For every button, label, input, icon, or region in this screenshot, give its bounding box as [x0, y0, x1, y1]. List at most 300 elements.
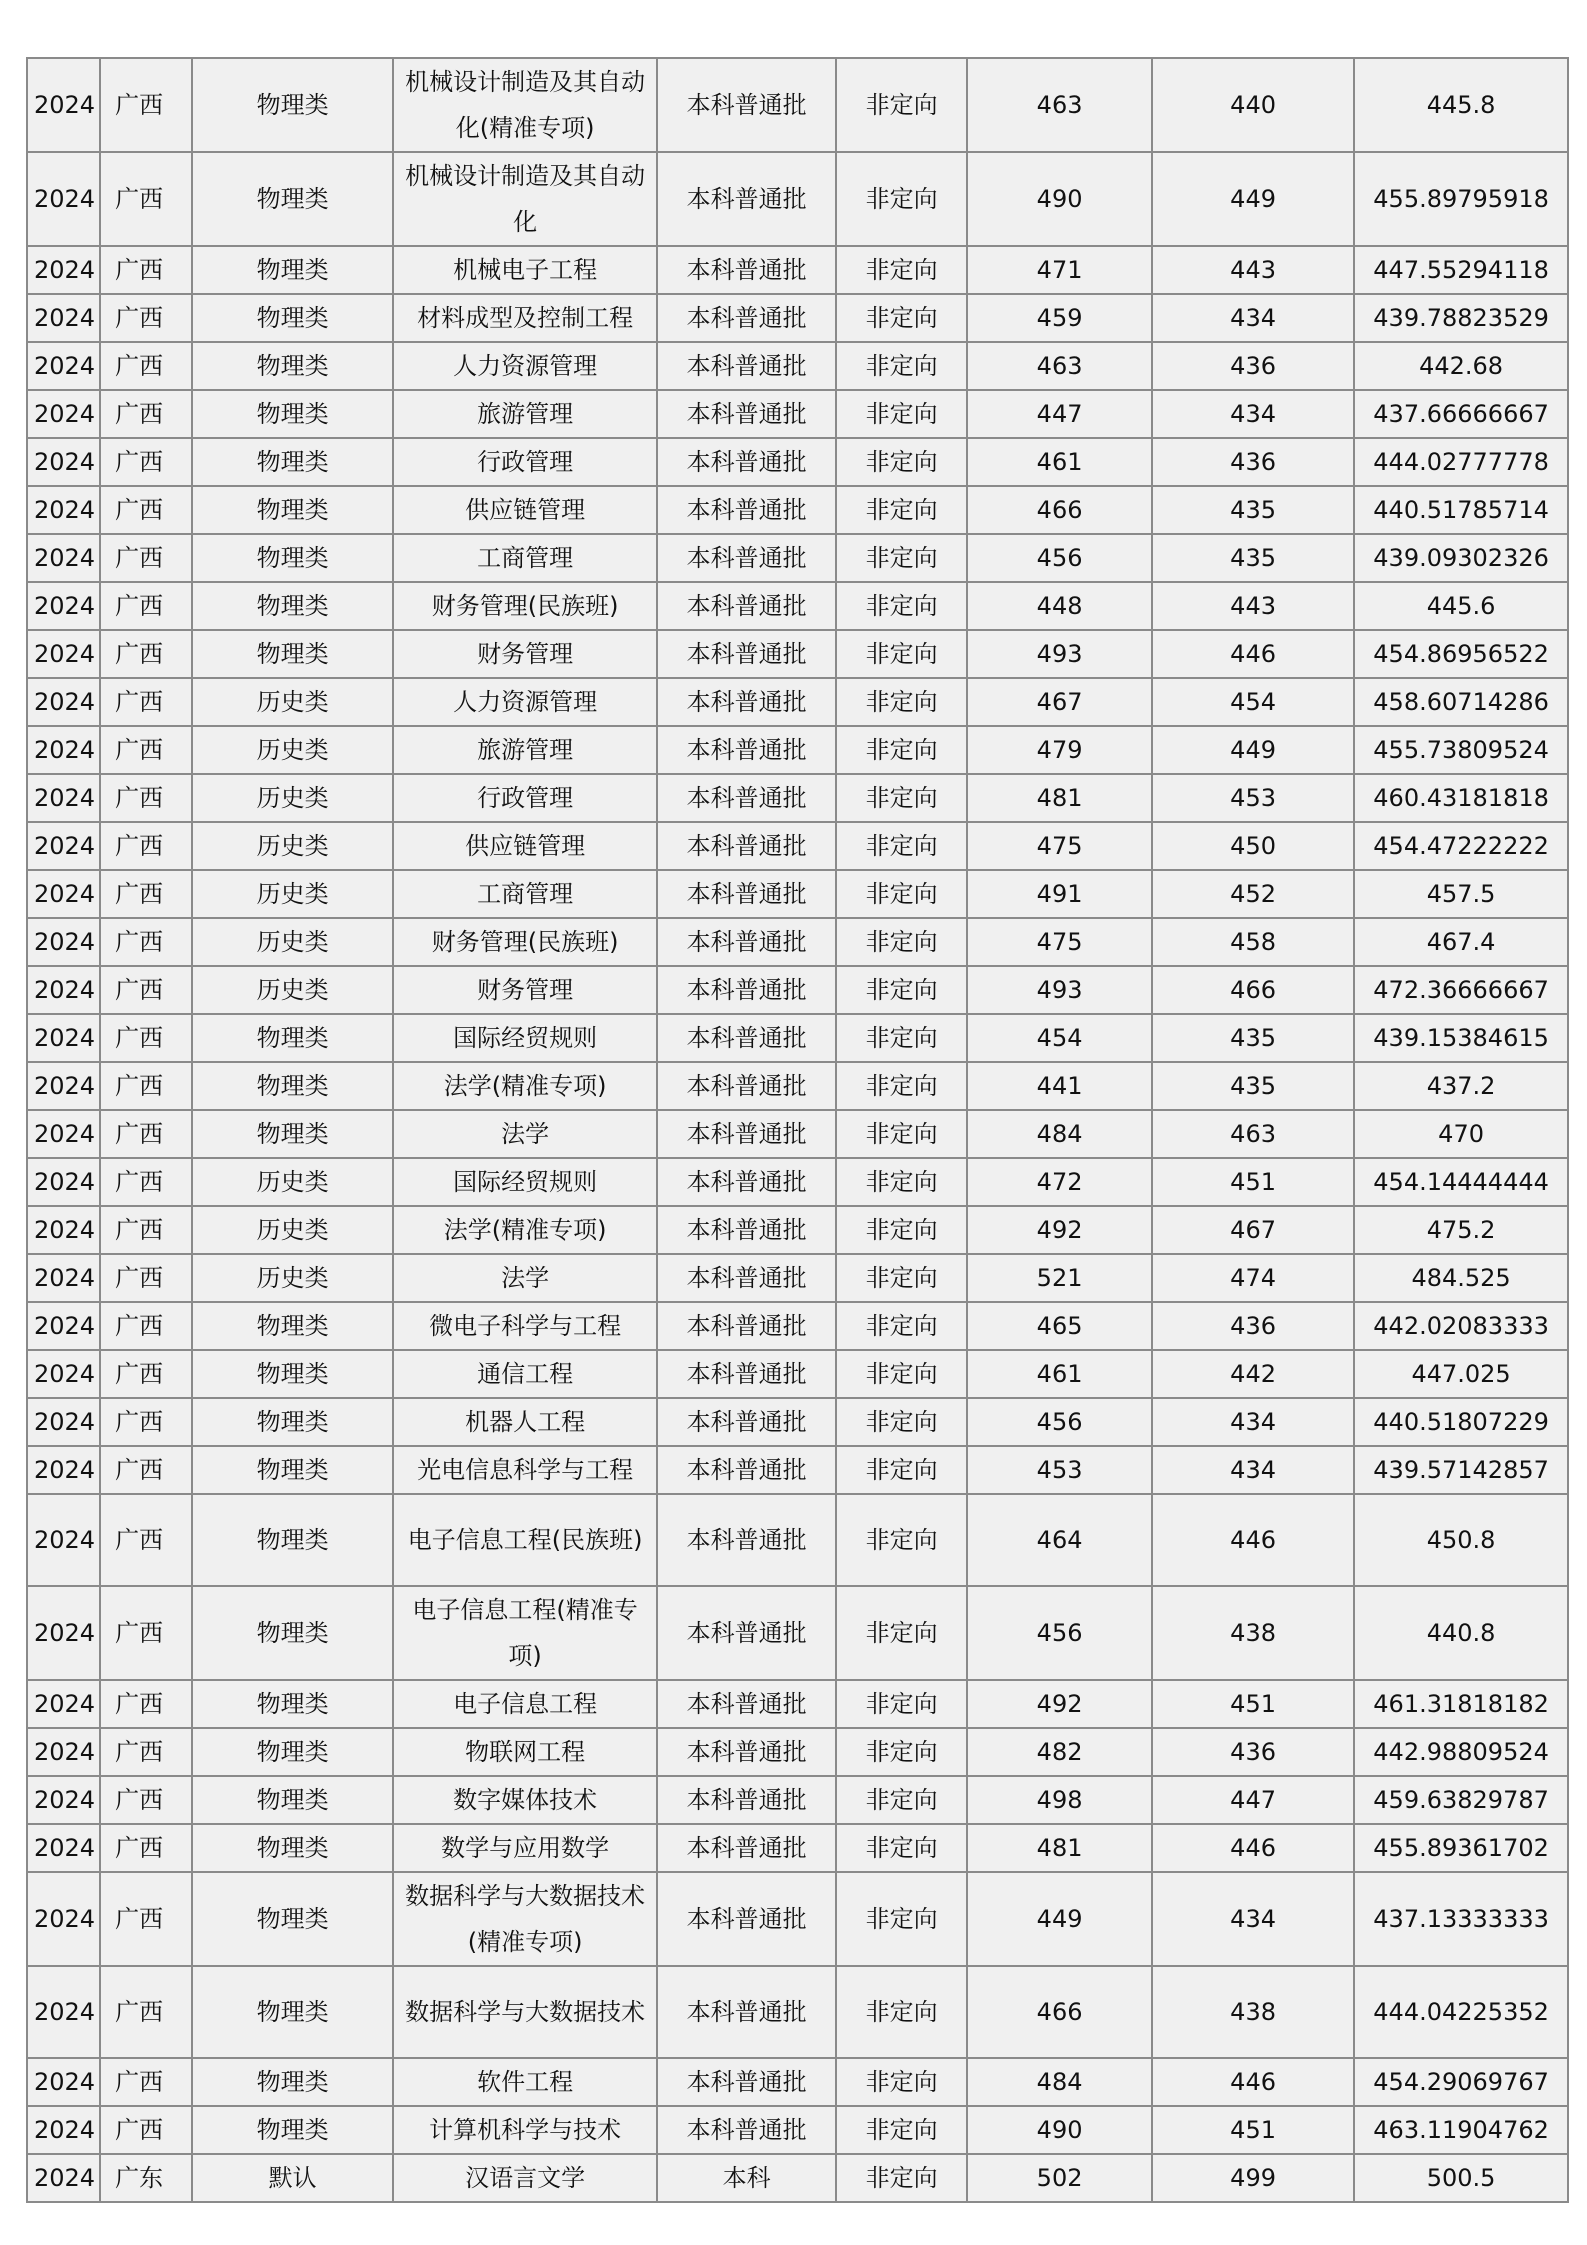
avg-score-cell: 447.55294118 [1354, 246, 1568, 294]
batch-cell: 本科普通批 [657, 1014, 836, 1062]
max-score-cell: 484 [967, 1110, 1152, 1158]
max-score-cell: 454 [967, 1014, 1152, 1062]
province-cell: 广西 [100, 1776, 192, 1824]
subject-type-cell: 物理类 [192, 2106, 393, 2154]
min-score-cell: 436 [1152, 438, 1354, 486]
major-cell: 通信工程 [393, 1350, 657, 1398]
avg-score-cell: 454.29069767 [1354, 2058, 1568, 2106]
max-score-cell: 465 [967, 1302, 1152, 1350]
batch-cell: 本科普通批 [657, 1254, 836, 1302]
max-score-cell: 459 [967, 294, 1152, 342]
major-cell: 人力资源管理 [393, 342, 657, 390]
subject-type-cell: 物理类 [192, 1110, 393, 1158]
avg-score-cell: 442.02083333 [1354, 1302, 1568, 1350]
orientation-cell: 非定向 [836, 870, 967, 918]
min-score-cell: 435 [1152, 1014, 1354, 1062]
table-body [27, 58, 1568, 2202]
major-cell: 电子信息工程 [393, 1680, 657, 1728]
table-row [27, 678, 1568, 726]
year-cell: 2024 [27, 1398, 100, 1446]
batch-cell: 本科普通批 [657, 1398, 836, 1446]
subject-type-cell: 物理类 [192, 630, 393, 678]
year-cell: 2024 [27, 870, 100, 918]
orientation-cell: 非定向 [836, 630, 967, 678]
table-row [27, 294, 1568, 342]
table-row [27, 438, 1568, 486]
subject-type-cell: 物理类 [192, 534, 393, 582]
year-cell: 2024 [27, 294, 100, 342]
subject-type-cell: 物理类 [192, 1728, 393, 1776]
major-cell: 财务管理 [393, 966, 657, 1014]
province-cell: 广西 [100, 1872, 192, 1966]
province-cell: 广西 [100, 1398, 192, 1446]
year-cell: 2024 [27, 1014, 100, 1062]
major-cell: 供应链管理 [393, 822, 657, 870]
max-score-cell: 441 [967, 1062, 1152, 1110]
subject-type-cell: 物理类 [192, 1872, 393, 1966]
max-score-cell: 466 [967, 1966, 1152, 2058]
batch-cell: 本科普通批 [657, 152, 836, 246]
batch-cell: 本科普通批 [657, 1680, 836, 1728]
year-cell: 2024 [27, 2106, 100, 2154]
batch-cell: 本科普通批 [657, 630, 836, 678]
batch-cell: 本科普通批 [657, 2106, 836, 2154]
province-cell: 广西 [100, 1350, 192, 1398]
year-cell: 2024 [27, 152, 100, 246]
avg-score-cell: 467.4 [1354, 918, 1568, 966]
min-score-cell: 499 [1152, 2154, 1354, 2202]
max-score-cell: 479 [967, 726, 1152, 774]
min-score-cell: 434 [1152, 1398, 1354, 1446]
orientation-cell: 非定向 [836, 918, 967, 966]
province-cell: 广西 [100, 870, 192, 918]
major-cell: 电子信息工程(民族班) [393, 1494, 657, 1586]
min-score-cell: 451 [1152, 1680, 1354, 1728]
subject-type-cell: 历史类 [192, 1158, 393, 1206]
major-cell: 法学 [393, 1254, 657, 1302]
batch-cell: 本科普通批 [657, 1494, 836, 1586]
table-row [27, 630, 1568, 678]
table-row [27, 1350, 1568, 1398]
orientation-cell: 非定向 [836, 1776, 967, 1824]
avg-score-cell: 440.51807229 [1354, 1398, 1568, 1446]
year-cell: 2024 [27, 1302, 100, 1350]
batch-cell: 本科普通批 [657, 918, 836, 966]
major-cell: 计算机科学与技术 [393, 2106, 657, 2154]
province-cell: 广西 [100, 1062, 192, 1110]
min-score-cell: 440 [1152, 58, 1354, 152]
subject-type-cell: 物理类 [192, 294, 393, 342]
province-cell: 广西 [100, 294, 192, 342]
major-cell: 行政管理 [393, 438, 657, 486]
table-row [27, 1966, 1568, 2058]
batch-cell: 本科普通批 [657, 294, 836, 342]
batch-cell: 本科普通批 [657, 1586, 836, 1680]
max-score-cell: 490 [967, 152, 1152, 246]
table-row [27, 726, 1568, 774]
province-cell: 广东 [100, 2154, 192, 2202]
major-cell: 数据科学与大数据技术 [393, 1966, 657, 2058]
subject-type-cell: 物理类 [192, 1966, 393, 2058]
year-cell: 2024 [27, 1966, 100, 2058]
max-score-cell: 449 [967, 1872, 1152, 1966]
max-score-cell: 484 [967, 2058, 1152, 2106]
province-cell: 广西 [100, 1494, 192, 1586]
max-score-cell: 502 [967, 2154, 1152, 2202]
avg-score-cell: 445.6 [1354, 582, 1568, 630]
subject-type-cell: 历史类 [192, 966, 393, 1014]
table-row [27, 822, 1568, 870]
min-score-cell: 449 [1152, 152, 1354, 246]
avg-score-cell: 460.43181818 [1354, 774, 1568, 822]
province-cell: 广西 [100, 726, 192, 774]
subject-type-cell: 物理类 [192, 1350, 393, 1398]
year-cell: 2024 [27, 246, 100, 294]
batch-cell: 本科普通批 [657, 1302, 836, 1350]
max-score-cell: 493 [967, 966, 1152, 1014]
province-cell: 广西 [100, 1302, 192, 1350]
table-row [27, 1776, 1568, 1824]
year-cell: 2024 [27, 1586, 100, 1680]
avg-score-cell: 442.68 [1354, 342, 1568, 390]
avg-score-cell: 442.98809524 [1354, 1728, 1568, 1776]
batch-cell: 本科普通批 [657, 870, 836, 918]
min-score-cell: 443 [1152, 582, 1354, 630]
max-score-cell: 463 [967, 342, 1152, 390]
year-cell: 2024 [27, 1158, 100, 1206]
province-cell: 广西 [100, 1586, 192, 1680]
major-cell: 微电子科学与工程 [393, 1302, 657, 1350]
year-cell: 2024 [27, 486, 100, 534]
major-cell: 财务管理 [393, 630, 657, 678]
max-score-cell: 471 [967, 246, 1152, 294]
year-cell: 2024 [27, 1206, 100, 1254]
max-score-cell: 521 [967, 1254, 1152, 1302]
table-row [27, 1398, 1568, 1446]
orientation-cell: 非定向 [836, 1062, 967, 1110]
subject-type-cell: 物理类 [192, 1446, 393, 1494]
batch-cell: 本科普通批 [657, 246, 836, 294]
province-cell: 广西 [100, 438, 192, 486]
min-score-cell: 466 [1152, 966, 1354, 1014]
province-cell: 广西 [100, 1110, 192, 1158]
table-row [27, 2058, 1568, 2106]
min-score-cell: 463 [1152, 1110, 1354, 1158]
major-cell: 机械设计制造及其自动化(精准专项) [393, 58, 657, 152]
orientation-cell: 非定向 [836, 1206, 967, 1254]
major-cell: 机器人工程 [393, 1398, 657, 1446]
year-cell: 2024 [27, 1824, 100, 1872]
table-row [27, 1302, 1568, 1350]
avg-score-cell: 439.15384615 [1354, 1014, 1568, 1062]
max-score-cell: 466 [967, 486, 1152, 534]
max-score-cell: 472 [967, 1158, 1152, 1206]
province-cell: 广西 [100, 1254, 192, 1302]
orientation-cell: 非定向 [836, 1014, 967, 1062]
min-score-cell: 435 [1152, 486, 1354, 534]
max-score-cell: 448 [967, 582, 1152, 630]
min-score-cell: 451 [1152, 2106, 1354, 2154]
subject-type-cell: 物理类 [192, 486, 393, 534]
min-score-cell: 434 [1152, 294, 1354, 342]
province-cell: 广西 [100, 678, 192, 726]
orientation-cell: 非定向 [836, 390, 967, 438]
batch-cell: 本科普通批 [657, 678, 836, 726]
orientation-cell: 非定向 [836, 342, 967, 390]
subject-type-cell: 物理类 [192, 1776, 393, 1824]
min-score-cell: 436 [1152, 342, 1354, 390]
avg-score-cell: 470 [1354, 1110, 1568, 1158]
province-cell: 广西 [100, 1728, 192, 1776]
table-row [27, 1494, 1568, 1586]
min-score-cell: 474 [1152, 1254, 1354, 1302]
year-cell: 2024 [27, 726, 100, 774]
avg-score-cell: 461.31818182 [1354, 1680, 1568, 1728]
table-row [27, 774, 1568, 822]
subject-type-cell: 物理类 [192, 438, 393, 486]
batch-cell: 本科普通批 [657, 486, 836, 534]
major-cell: 人力资源管理 [393, 678, 657, 726]
min-score-cell: 454 [1152, 678, 1354, 726]
major-cell: 国际经贸规则 [393, 1014, 657, 1062]
major-cell: 数据科学与大数据技术(精准专项) [393, 1872, 657, 1966]
subject-type-cell: 物理类 [192, 1302, 393, 1350]
subject-type-cell: 物理类 [192, 582, 393, 630]
avg-score-cell: 472.36666667 [1354, 966, 1568, 1014]
min-score-cell: 435 [1152, 1062, 1354, 1110]
avg-score-cell: 500.5 [1354, 2154, 1568, 2202]
major-cell: 机械电子工程 [393, 246, 657, 294]
avg-score-cell: 444.02777778 [1354, 438, 1568, 486]
province-cell: 广西 [100, 152, 192, 246]
year-cell: 2024 [27, 582, 100, 630]
max-score-cell: 456 [967, 1586, 1152, 1680]
province-cell: 广西 [100, 342, 192, 390]
subject-type-cell: 物理类 [192, 1062, 393, 1110]
province-cell: 广西 [100, 774, 192, 822]
avg-score-cell: 444.04225352 [1354, 1966, 1568, 2058]
table-row [27, 2154, 1568, 2202]
avg-score-cell: 450.8 [1354, 1494, 1568, 1586]
subject-type-cell: 物理类 [192, 390, 393, 438]
orientation-cell: 非定向 [836, 438, 967, 486]
max-score-cell: 491 [967, 870, 1152, 918]
avg-score-cell: 458.60714286 [1354, 678, 1568, 726]
province-cell: 广西 [100, 390, 192, 438]
province-cell: 广西 [100, 822, 192, 870]
subject-type-cell: 物理类 [192, 1824, 393, 1872]
orientation-cell: 非定向 [836, 486, 967, 534]
orientation-cell: 非定向 [836, 774, 967, 822]
table-row [27, 342, 1568, 390]
max-score-cell: 492 [967, 1206, 1152, 1254]
province-cell: 广西 [100, 1680, 192, 1728]
min-score-cell: 449 [1152, 726, 1354, 774]
max-score-cell: 447 [967, 390, 1152, 438]
major-cell: 软件工程 [393, 2058, 657, 2106]
province-cell: 广西 [100, 2106, 192, 2154]
year-cell: 2024 [27, 1254, 100, 1302]
year-cell: 2024 [27, 1062, 100, 1110]
table-row [27, 1254, 1568, 1302]
year-cell: 2024 [27, 342, 100, 390]
province-cell: 广西 [100, 58, 192, 152]
year-cell: 2024 [27, 630, 100, 678]
table-row [27, 1586, 1568, 1680]
orientation-cell: 非定向 [836, 534, 967, 582]
avg-score-cell: 437.66666667 [1354, 390, 1568, 438]
year-cell: 2024 [27, 2154, 100, 2202]
max-score-cell: 467 [967, 678, 1152, 726]
min-score-cell: 443 [1152, 246, 1354, 294]
avg-score-cell: 484.525 [1354, 1254, 1568, 1302]
min-score-cell: 451 [1152, 1158, 1354, 1206]
orientation-cell: 非定向 [836, 1586, 967, 1680]
min-score-cell: 435 [1152, 534, 1354, 582]
max-score-cell: 463 [967, 58, 1152, 152]
avg-score-cell: 454.86956522 [1354, 630, 1568, 678]
province-cell: 广西 [100, 582, 192, 630]
batch-cell: 本科普通批 [657, 1206, 836, 1254]
max-score-cell: 456 [967, 1398, 1152, 1446]
major-cell: 供应链管理 [393, 486, 657, 534]
major-cell: 法学 [393, 1110, 657, 1158]
avg-score-cell: 463.11904762 [1354, 2106, 1568, 2154]
min-score-cell: 442 [1152, 1350, 1354, 1398]
orientation-cell: 非定向 [836, 1446, 967, 1494]
year-cell: 2024 [27, 774, 100, 822]
avg-score-cell: 455.89795918 [1354, 152, 1568, 246]
orientation-cell: 非定向 [836, 58, 967, 152]
min-score-cell: 436 [1152, 1302, 1354, 1350]
orientation-cell: 非定向 [836, 1350, 967, 1398]
batch-cell: 本科普通批 [657, 1728, 836, 1776]
year-cell: 2024 [27, 1110, 100, 1158]
min-score-cell: 453 [1152, 774, 1354, 822]
year-cell: 2024 [27, 534, 100, 582]
avg-score-cell: 445.8 [1354, 58, 1568, 152]
table-row [27, 1206, 1568, 1254]
major-cell: 旅游管理 [393, 726, 657, 774]
batch-cell: 本科普通批 [657, 438, 836, 486]
batch-cell: 本科普通批 [657, 1062, 836, 1110]
province-cell: 广西 [100, 1014, 192, 1062]
admission-scores-table [26, 57, 1569, 2203]
table-row [27, 152, 1568, 246]
batch-cell: 本科普通批 [657, 1446, 836, 1494]
orientation-cell: 非定向 [836, 1398, 967, 1446]
province-cell: 广西 [100, 246, 192, 294]
avg-score-cell: 454.14444444 [1354, 1158, 1568, 1206]
min-score-cell: 458 [1152, 918, 1354, 966]
avg-score-cell: 455.89361702 [1354, 1824, 1568, 1872]
min-score-cell: 446 [1152, 1824, 1354, 1872]
table-row [27, 1728, 1568, 1776]
min-score-cell: 447 [1152, 1776, 1354, 1824]
orientation-cell: 非定向 [836, 966, 967, 1014]
orientation-cell: 非定向 [836, 1158, 967, 1206]
min-score-cell: 467 [1152, 1206, 1354, 1254]
min-score-cell: 450 [1152, 822, 1354, 870]
subject-type-cell: 历史类 [192, 1206, 393, 1254]
avg-score-cell: 440.8 [1354, 1586, 1568, 1680]
batch-cell: 本科普通批 [657, 58, 836, 152]
orientation-cell: 非定向 [836, 2058, 967, 2106]
orientation-cell: 非定向 [836, 1824, 967, 1872]
table-row [27, 966, 1568, 1014]
avg-score-cell: 455.73809524 [1354, 726, 1568, 774]
orientation-cell: 非定向 [836, 2154, 967, 2202]
subject-type-cell: 默认 [192, 2154, 393, 2202]
year-cell: 2024 [27, 2058, 100, 2106]
avg-score-cell: 457.5 [1354, 870, 1568, 918]
min-score-cell: 434 [1152, 1446, 1354, 1494]
subject-type-cell: 历史类 [192, 726, 393, 774]
max-score-cell: 498 [967, 1776, 1152, 1824]
batch-cell: 本科普通批 [657, 1350, 836, 1398]
major-cell: 汉语言文学 [393, 2154, 657, 2202]
year-cell: 2024 [27, 390, 100, 438]
table-row [27, 1062, 1568, 1110]
subject-type-cell: 物理类 [192, 58, 393, 152]
subject-type-cell: 物理类 [192, 342, 393, 390]
orientation-cell: 非定向 [836, 1728, 967, 1776]
table-row [27, 2106, 1568, 2154]
major-cell: 工商管理 [393, 870, 657, 918]
max-score-cell: 481 [967, 1824, 1152, 1872]
table-row [27, 870, 1568, 918]
batch-cell: 本科普通批 [657, 342, 836, 390]
subject-type-cell: 历史类 [192, 822, 393, 870]
year-cell: 2024 [27, 678, 100, 726]
batch-cell: 本科普通批 [657, 582, 836, 630]
batch-cell: 本科普通批 [657, 1966, 836, 2058]
major-cell: 财务管理(民族班) [393, 582, 657, 630]
max-score-cell: 461 [967, 438, 1152, 486]
province-cell: 广西 [100, 534, 192, 582]
batch-cell: 本科普通批 [657, 2058, 836, 2106]
avg-score-cell: 475.2 [1354, 1206, 1568, 1254]
avg-score-cell: 439.57142857 [1354, 1446, 1568, 1494]
subject-type-cell: 物理类 [192, 1398, 393, 1446]
year-cell: 2024 [27, 1872, 100, 1966]
subject-type-cell: 历史类 [192, 870, 393, 918]
major-cell: 数字媒体技术 [393, 1776, 657, 1824]
avg-score-cell: 439.09302326 [1354, 534, 1568, 582]
orientation-cell: 非定向 [836, 1302, 967, 1350]
year-cell: 2024 [27, 1494, 100, 1586]
min-score-cell: 446 [1152, 630, 1354, 678]
year-cell: 2024 [27, 1776, 100, 1824]
avg-score-cell: 447.025 [1354, 1350, 1568, 1398]
province-cell: 广西 [100, 1446, 192, 1494]
max-score-cell: 492 [967, 1680, 1152, 1728]
table-row [27, 1872, 1568, 1966]
batch-cell: 本科普通批 [657, 534, 836, 582]
table-row [27, 1680, 1568, 1728]
table-row [27, 918, 1568, 966]
batch-cell: 本科普通批 [657, 1110, 836, 1158]
table-row [27, 582, 1568, 630]
year-cell: 2024 [27, 438, 100, 486]
major-cell: 法学(精准专项) [393, 1062, 657, 1110]
table-row [27, 486, 1568, 534]
major-cell: 材料成型及控制工程 [393, 294, 657, 342]
year-cell: 2024 [27, 1680, 100, 1728]
max-score-cell: 493 [967, 630, 1152, 678]
batch-cell: 本科普通批 [657, 1776, 836, 1824]
avg-score-cell: 437.13333333 [1354, 1872, 1568, 1966]
